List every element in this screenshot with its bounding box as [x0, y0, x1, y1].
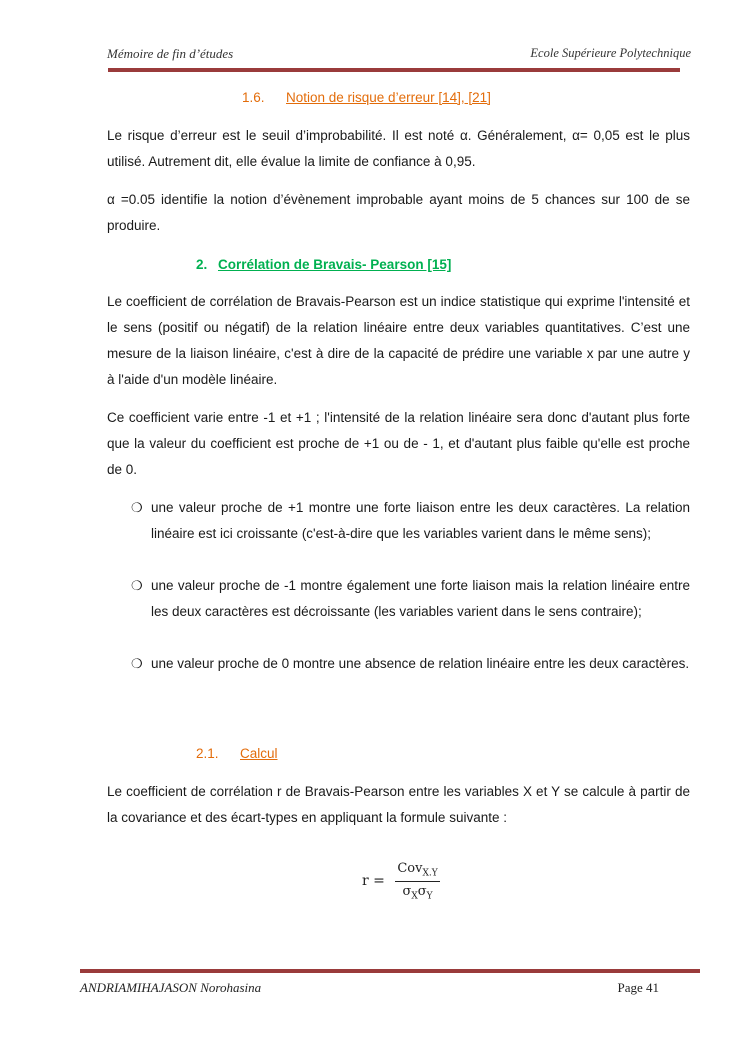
- footer-author: ANDRIAMIHAJASON Norohasina: [80, 980, 262, 995]
- paragraph-formula-intro: Le coefficient de corrélation r de Bravais-Pearson entre les variables X et Y se calcule à partir de la covariance et des écart-types en appliquant la formule suivante :: [107, 784, 690, 825]
- section-heading-2-1: [196, 746, 278, 761]
- circle-bullet-icon: ❍: [131, 656, 143, 671]
- section-heading-1-6: [242, 90, 491, 105]
- list-item-text: une valeur proche de -1 montre également une forte liaison mais la relation linéaire entre les deux caractères est décroissante (les variables varient dans le sens contraire);: [151, 578, 690, 619]
- list-item: [131, 495, 690, 547]
- sigma-y: σ: [417, 883, 427, 899]
- formula-numerator: [395, 861, 439, 882]
- footer-page-number: Page 41: [617, 980, 659, 995]
- header-rule: [108, 68, 680, 72]
- formula-lhs: r =: [362, 873, 385, 890]
- pearson-formula: [362, 861, 440, 901]
- header-right-title: Ecole Supérieure Polytechnique: [530, 46, 691, 60]
- list-item: [131, 651, 690, 677]
- footer-rule: [80, 969, 700, 973]
- section-title: Calcul: [240, 746, 278, 761]
- numerator-subscript: X.Y: [422, 868, 438, 879]
- sigma-x-subscript: X: [411, 891, 418, 902]
- list-item-text: une valeur proche de +1 montre une forte liaison entre les deux caractères. La relation linéaire est ici croissante (c'est-à-dire que les variables varient dans le même sens);: [151, 500, 690, 541]
- section-title: Corrélation de Bravais- Pearson [15]: [218, 257, 452, 272]
- paragraph-pearson-intro: Le coefficient de corrélation de Bravais-Pearson est un indice statistique qui exprime l'intensité et le sens (positif ou négatif) de la relation linéaire entre deux variables quantitatives. C’est une mesure de la liaison linéaire, c'est à dire de la capacité de prédire une variable x par une autre y à l'aide d'un modèle linéaire.: [107, 294, 690, 387]
- list-item: [131, 573, 690, 625]
- header-left-title: Mémoire de fin d’études: [107, 46, 234, 61]
- sigma-y-subscript: Y: [426, 891, 433, 902]
- numerator-cov: Cov: [397, 861, 423, 876]
- section-heading-2: [196, 257, 451, 272]
- formula-fraction: [395, 861, 439, 901]
- section-number: 2.: [196, 257, 208, 272]
- sigma-x: σ: [402, 883, 412, 899]
- paragraph-alpha: α =0.05 identifie la notion d’évènement improbable ayant moins de 5 chances sur 100 de se produire.: [107, 192, 690, 233]
- section-number: 1.6.: [242, 90, 265, 105]
- circle-bullet-icon: ❍: [131, 500, 143, 515]
- circle-bullet-icon: ❍: [131, 578, 143, 593]
- section-title: Notion de risque d’erreur [14], [21]: [286, 90, 491, 105]
- list-item-text: une valeur proche de 0 montre une absence de relation linéaire entre les deux caractères.: [151, 656, 690, 671]
- paragraph-pearson-range: Ce coefficient varie entre -1 et +1 ; l'intensité de la relation linéaire sera donc d'autant plus forte que la valeur du coefficient est proche de +1 ou de - 1, et d'autant plus faible qu'elle est proche de 0.: [107, 410, 690, 477]
- section-number: 2.1.: [196, 746, 219, 761]
- paragraph-risk-definition: Le risque d’erreur est le seuil d’improbabilité. Il est noté α. Généralement, α= 0,05 est le plus utilisé. Autrement dit, elle évalue la limite de confiance à 0,95.: [107, 128, 690, 169]
- formula-denominator: [395, 882, 439, 902]
